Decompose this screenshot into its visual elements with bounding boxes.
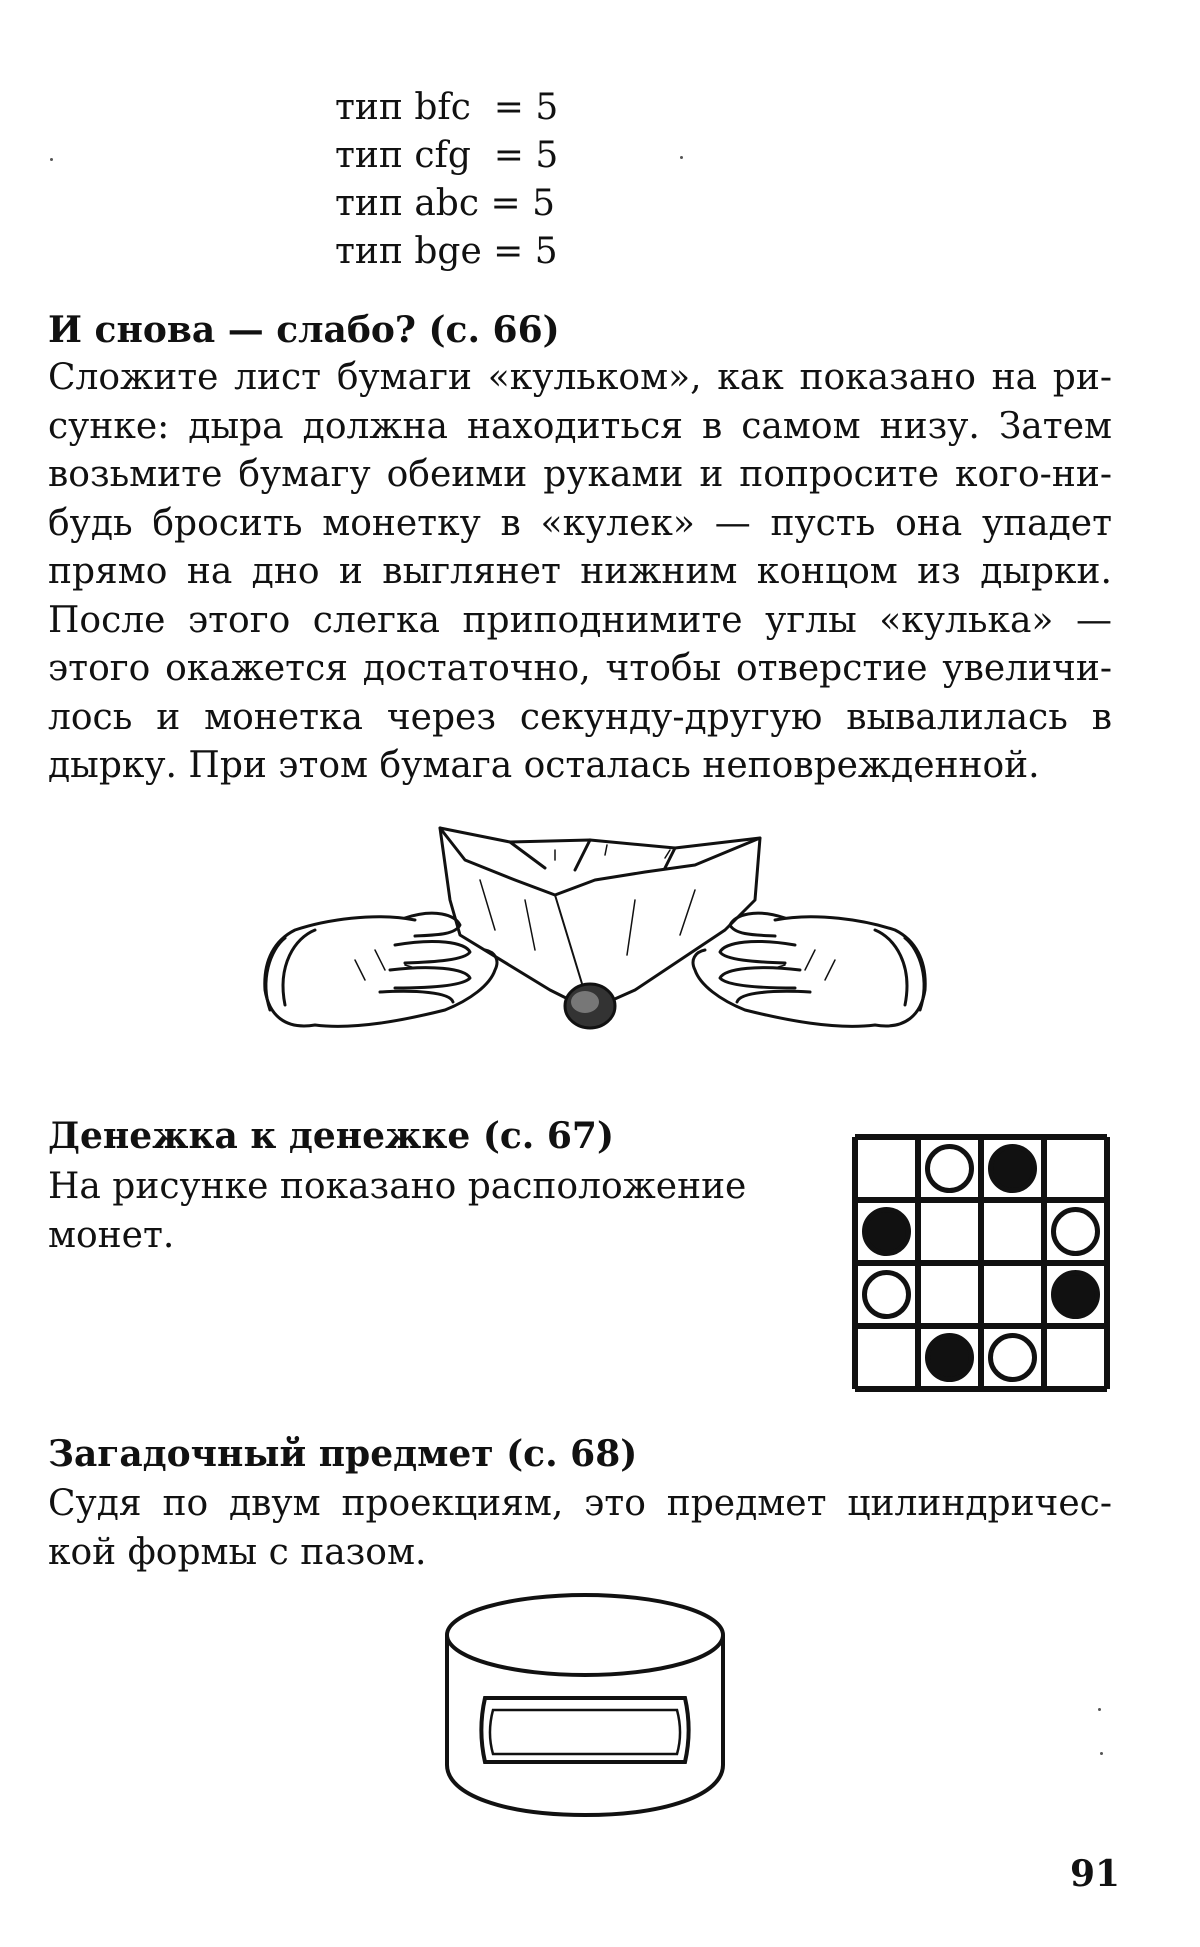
text-line: возьмите бумагу обеими руками и попросите кого-ни- (48, 454, 1112, 495)
text-line: сунке: дыра должна находиться в самом низу. Затем (48, 405, 1112, 447)
text-line: Сложите лист бумаги «кульком», как показано на ри- (48, 357, 1112, 398)
section-body-again-weak (48, 354, 1112, 791)
white-coin (991, 1336, 1035, 1380)
type-equation: тип bge = 5 (335, 231, 558, 272)
type-equation: тип abc = 5 (335, 183, 555, 224)
hands-paper-cone-illustration (255, 820, 935, 1060)
type-equations (335, 84, 558, 276)
type-equation: тип cfg = 5 (335, 135, 559, 176)
white-coin (1054, 1210, 1098, 1254)
text-line: После этого слегка приподнимите углы «кулька» — (48, 599, 1112, 641)
speck (680, 156, 683, 159)
text-line: лось и монетка через секунду-другую вывалилась в (48, 696, 1112, 738)
text-line: Судя по двум проекциям, это предмет цилиндричес- (48, 1483, 1112, 1524)
text-line: этого окажется достаточно, чтобы отверстие увеличи- (48, 648, 1112, 689)
black-coin (1054, 1273, 1098, 1317)
section-body-mystery-object (48, 1480, 1112, 1577)
text-line: дырку. При этом бумага осталась неповрежденной. (48, 745, 1040, 786)
section-heading-money: Денежка к денежке (с. 67) (48, 1115, 614, 1157)
cylinder-with-slot-illustration (435, 1590, 735, 1820)
section-body-money (48, 1163, 788, 1260)
section-heading-mystery-object: Загадочный предмет (с. 68) (48, 1433, 638, 1475)
text-line: монет. (48, 1214, 175, 1256)
black-coin (991, 1147, 1035, 1191)
page-number: 91 (1070, 1853, 1121, 1895)
white-coin (865, 1273, 909, 1317)
speck (1100, 1752, 1103, 1755)
text-line: будь бросить монетку в «кулек» — пусть она упадет (48, 502, 1112, 544)
type-equation: тип bfc = 5 (335, 87, 559, 128)
text-line: кой формы с пазом. (48, 1531, 427, 1573)
black-coin (865, 1210, 909, 1254)
speck (1098, 1708, 1101, 1711)
text-line: На рисунке показано расположение (48, 1166, 747, 1207)
coin-grid-diagram (850, 1132, 1114, 1398)
black-coin (928, 1336, 972, 1380)
speck (50, 158, 53, 161)
white-coin (928, 1147, 972, 1191)
section-heading-again-weak: И снова — слабо? (с. 66) (48, 309, 560, 351)
text-line: прямо на дно и выглянет нижним концом из дырки. (48, 551, 1112, 592)
